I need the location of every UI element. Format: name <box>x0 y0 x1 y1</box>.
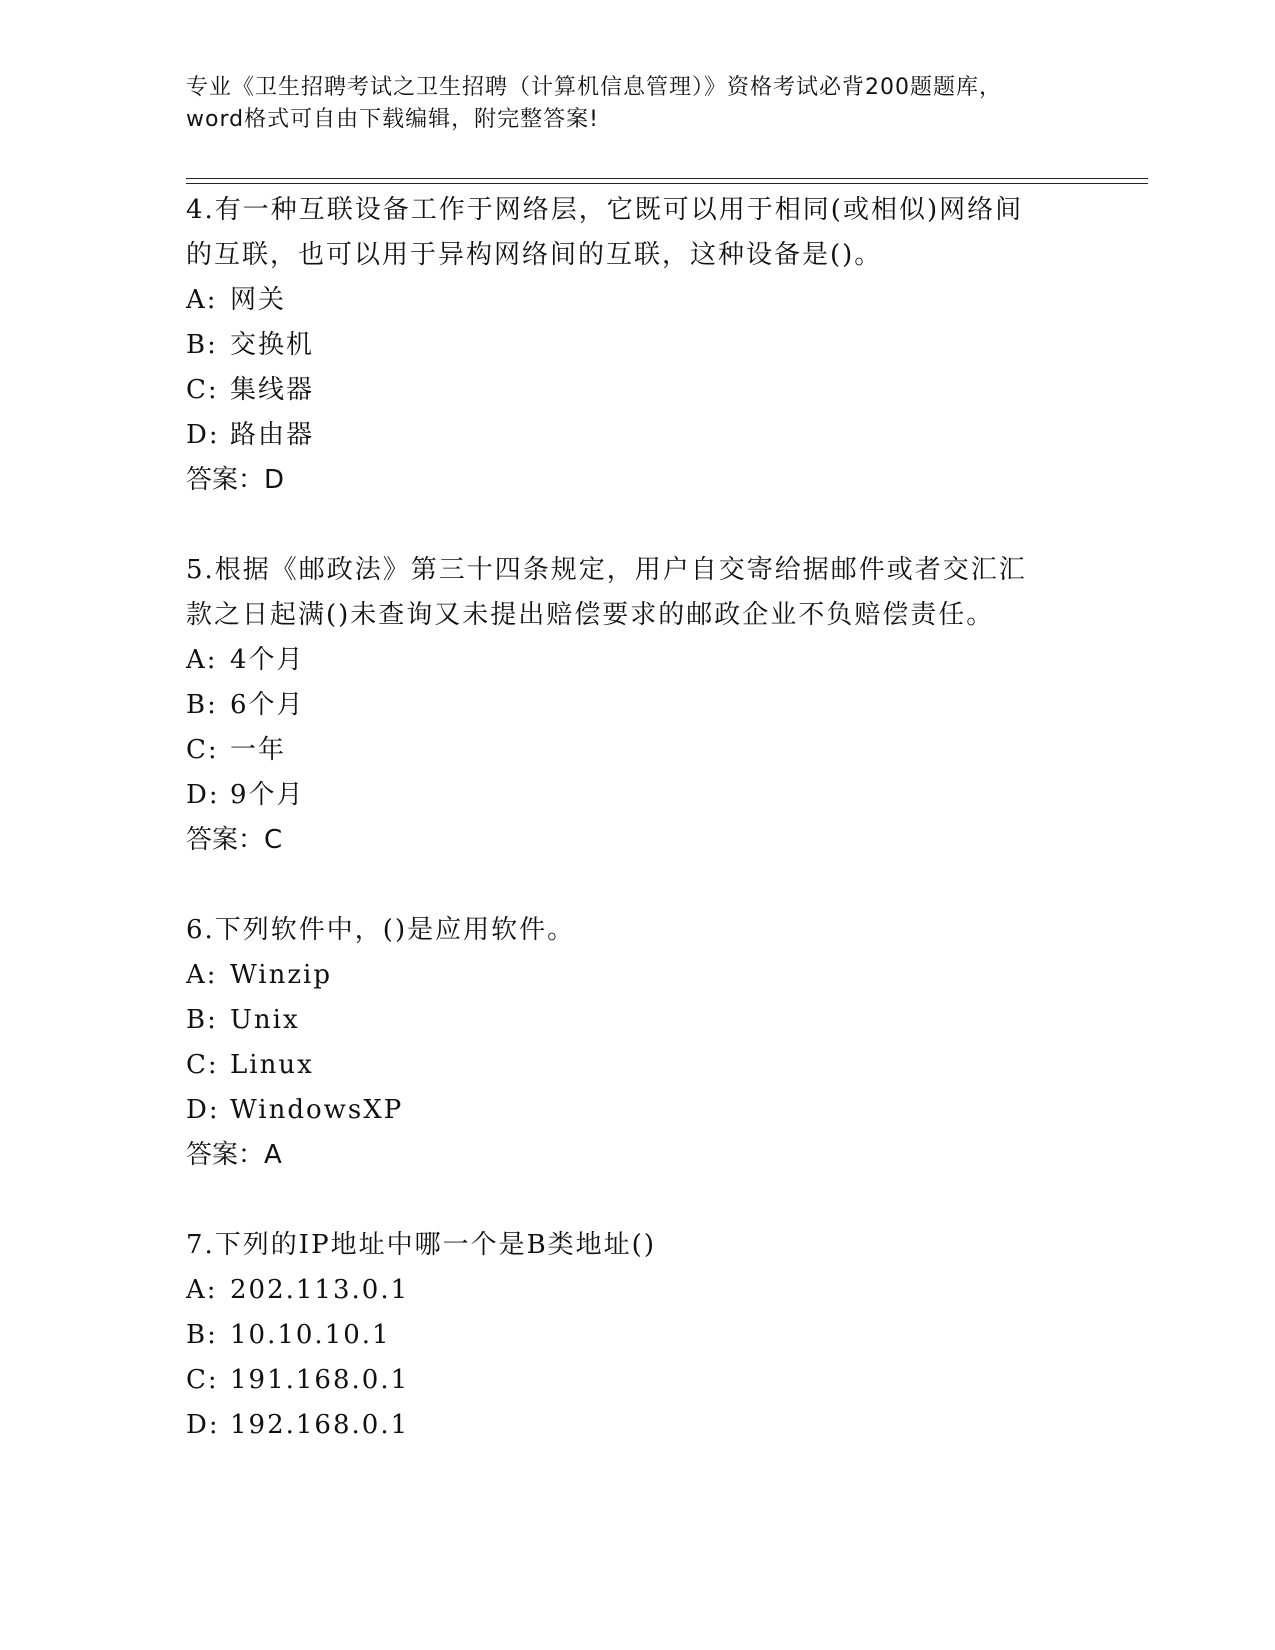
option-text: Linux <box>230 1050 314 1080</box>
option-d <box>186 1403 1086 1448</box>
option-label: B: <box>186 690 218 720</box>
option-a <box>186 278 1086 323</box>
question-text-line: 6.下列软件中，()是应用软件。 <box>186 915 576 945</box>
option-label: A: <box>186 285 218 315</box>
option-text: Unix <box>230 1005 300 1035</box>
option-c <box>186 1358 1086 1403</box>
option-label: C: <box>186 1050 219 1080</box>
option-text: 202.113.0.1 <box>230 1275 410 1305</box>
option-text: 网关 <box>230 285 287 315</box>
option-label: C: <box>186 735 219 765</box>
option-c <box>186 368 1086 413</box>
option-b <box>186 323 1086 368</box>
option-text: 6个月 <box>230 690 305 720</box>
option-text: 192.168.0.1 <box>230 1410 410 1440</box>
option-text: 集线器 <box>230 375 315 405</box>
answer-line: 答案：C <box>186 825 283 855</box>
option-text: 10.10.10.1 <box>230 1320 391 1350</box>
option-a <box>186 1268 1086 1313</box>
header-line-2: word格式可自由下载编辑，附完整答案! <box>186 107 599 132</box>
option-a <box>186 638 1086 683</box>
document-header <box>186 72 1086 136</box>
option-label: A: <box>186 645 218 675</box>
option-label: B: <box>186 1320 218 1350</box>
question-item <box>186 188 1086 503</box>
question-text-line: 款之日起满()未查询又未提出赔偿要求的邮政企业不负赔偿责任。 <box>186 600 995 630</box>
option-label: A: <box>186 960 218 990</box>
option-label: A: <box>186 1275 218 1305</box>
option-text: 9个月 <box>230 780 305 810</box>
option-d <box>186 1088 1086 1133</box>
answer-line: 答案：D <box>186 465 285 495</box>
option-b <box>186 998 1086 1043</box>
option-c <box>186 728 1086 773</box>
option-text: WindowsXP <box>230 1095 404 1125</box>
question-item <box>186 908 1086 1178</box>
option-label: C: <box>186 375 219 405</box>
question-item <box>186 548 1086 863</box>
question-text-line: 4.有一种互联设备工作于网络层，它既可以用于相同(或相似)网络间 <box>186 195 1024 225</box>
option-label: D: <box>186 1410 220 1440</box>
option-text: 一年 <box>230 735 287 765</box>
option-label: B: <box>186 330 218 360</box>
option-a <box>186 953 1086 998</box>
option-label: B: <box>186 1005 218 1035</box>
option-label: C: <box>186 1365 219 1395</box>
option-text: 4个月 <box>230 645 305 675</box>
question-text-line: 7.下列的IP地址中哪一个是B类地址() <box>186 1230 656 1260</box>
question-text-line: 的互联，也可以用于异构网络间的互联，这种设备是()。 <box>186 240 883 270</box>
option-label: D: <box>186 1095 220 1125</box>
option-label: D: <box>186 420 220 450</box>
option-c <box>186 1043 1086 1088</box>
option-d <box>186 773 1086 818</box>
header-line-1: 专业《卫生招聘考试之卫生招聘（计算机信息管理）》资格考试必背200题题库， <box>186 75 1002 100</box>
question-list <box>186 188 1086 1493</box>
option-text: Winzip <box>230 960 332 990</box>
option-b <box>186 683 1086 728</box>
question-text-line: 5.根据《邮政法》第三十四条规定，用户自交寄给据邮件或者交汇汇 <box>186 555 1027 585</box>
option-label: D: <box>186 780 220 810</box>
answer-line: 答案：A <box>186 1140 282 1170</box>
option-text: 交换机 <box>230 330 315 360</box>
option-text: 路由器 <box>230 420 315 450</box>
question-item <box>186 1223 1086 1448</box>
header-divider-top <box>186 178 1148 179</box>
header-divider-bottom <box>186 183 1148 184</box>
option-d <box>186 413 1086 458</box>
option-text: 191.168.0.1 <box>230 1365 410 1395</box>
option-b <box>186 1313 1086 1358</box>
